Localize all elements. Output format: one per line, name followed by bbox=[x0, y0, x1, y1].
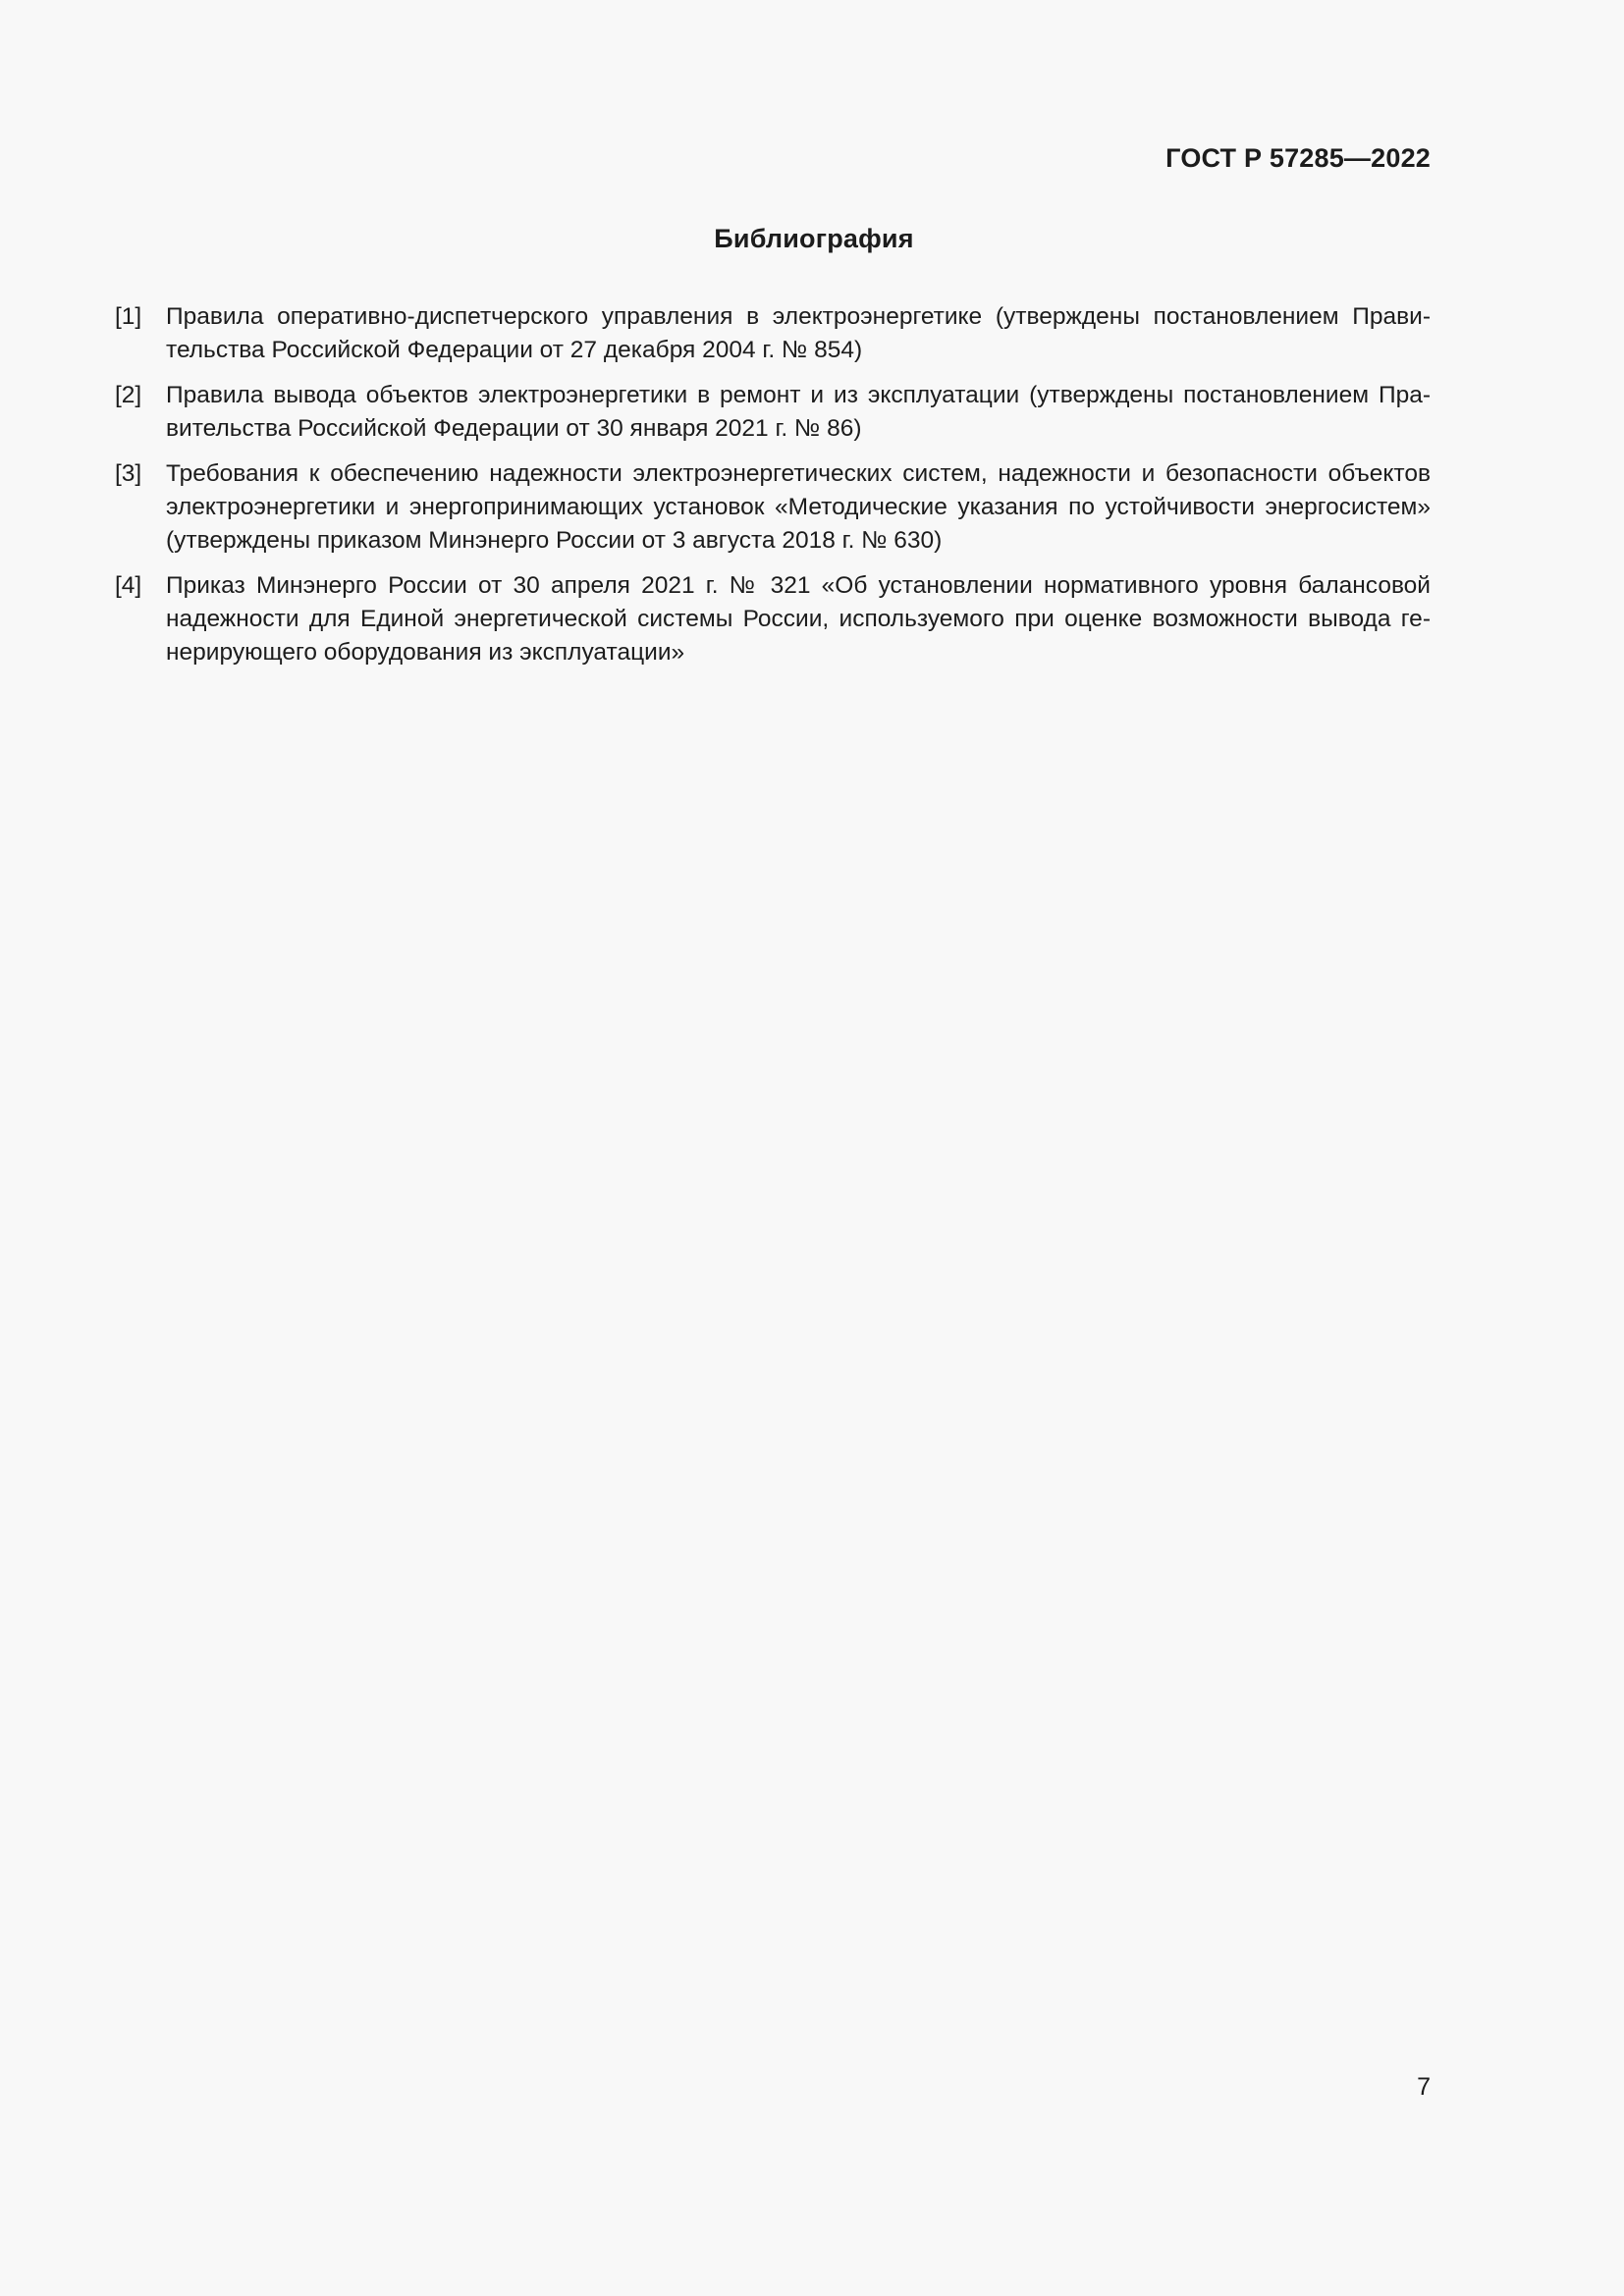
page-number: 7 bbox=[1417, 2073, 1431, 2101]
bibliography-item-text: Правила вывода объектов электроэнергетики в ремонт и из эксплуатации (утверждены постановлением Правительства Российской Федерации от 30 января 2021 г. № 86) bbox=[166, 382, 1431, 442]
bibliography-item bbox=[115, 569, 1431, 669]
bibliography-item-text: Правила оперативно-диспетчерского управления в электроэнергетике (утверждены постановлением Правительства Российской Федерации от 27 декабря 2004 г. № 854) bbox=[166, 303, 1431, 363]
bibliography-item-number: [2] bbox=[115, 382, 142, 408]
bibliography-item-number: [3] bbox=[115, 460, 142, 487]
bibliography-item-number: [1] bbox=[115, 303, 142, 330]
bibliography-item-text: Приказ Минэнерго России от 30 апреля 2021 г. № 321 «Об установлении нормативного уровня балансовой надежности для Единой энергетической системы России, используемого при оценке возможности вывода генерирующего оборудования из эксплуатации» bbox=[166, 572, 1431, 666]
bibliography-list bbox=[115, 300, 1431, 681]
bibliography-item-number: [4] bbox=[115, 572, 142, 599]
bibliography-item bbox=[115, 300, 1431, 367]
document-code: ГОСТ Р 57285—2022 bbox=[1165, 143, 1431, 173]
bibliography-item bbox=[115, 457, 1431, 558]
bibliography-item bbox=[115, 379, 1431, 446]
bibliography-item-text: Требования к обеспечению надежности электроэнергетических систем, надежности и безопасности объектов электроэнергетики и энергопринимающих установок «Методические указания по устойчивости энергосистем» (утверждены приказом Минэнерго России от 3 августа 2018 г. № 630) bbox=[166, 460, 1431, 554]
section-title: Библиография bbox=[714, 224, 914, 253]
